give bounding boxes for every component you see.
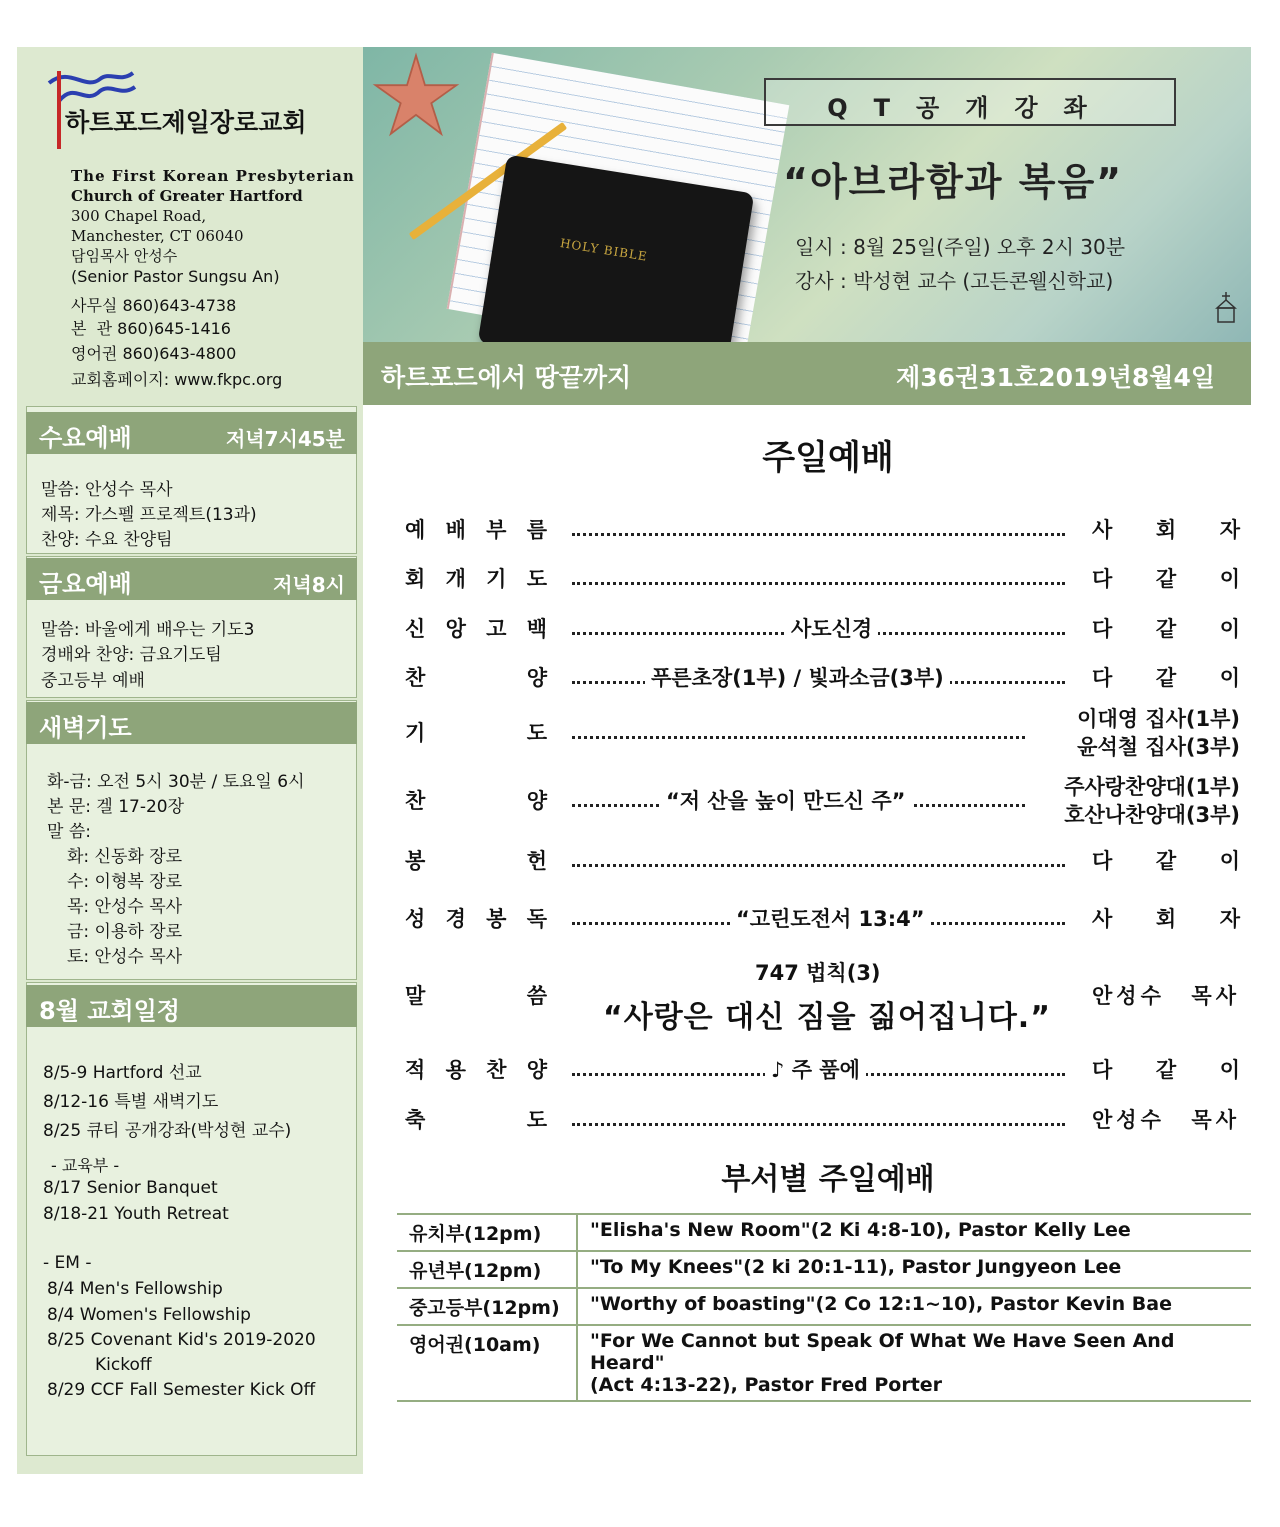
schedule-item: Kickoff [95, 1355, 152, 1375]
sermon-title: “사랑은 대신 짐을 짊어집니다.” [603, 1000, 1051, 1035]
department-sermon: "For We Cannot but Speak Of What We Have Seen And Heard" (Act 4:13-22), Pastor Fred Porter [577, 1325, 1251, 1401]
worship-order-label: 성 경 봉 독 [405, 907, 547, 931]
worship-order-label: 축 도 [405, 1108, 547, 1132]
worship-order-leader: 호산나찬양대(3부) [1064, 803, 1240, 827]
wednesday-time: 저녁7시45분 [225, 427, 345, 451]
department-worship-title: 부서별 주일예배 [721, 1162, 935, 1197]
department-sermon: "Worthy of boasting"(2 Co 12:1~10), Pastor Kevin Bae [577, 1288, 1251, 1325]
wednesday-line: 찬양: 수요 찬양팀 [41, 530, 173, 550]
schedule-item: 8/4 Men's Fellowship [47, 1279, 223, 1299]
worship-order-item: 푸른초장(1부) / 빛과소금(3부) [645, 662, 950, 692]
qt-title: QT공개강좌 [827, 94, 1113, 122]
worship-order-leader: 안성수 목사 [1092, 984, 1240, 1008]
table-row [397, 1214, 1251, 1251]
worship-order-row [405, 514, 1240, 546]
schedule-item: 8/5-9 Hartford 선교 [43, 1063, 202, 1083]
friday-line: 중고등부 예배 [41, 671, 145, 691]
worship-order-label: 적 용 찬 양 [405, 1058, 547, 1082]
department-name: 유년부(12pm) [397, 1251, 577, 1288]
worship-order-label: 회 개 기 도 [405, 567, 547, 591]
wednesday-line: 제목: 가스펠 프로젝트(13과) [41, 505, 257, 525]
worship-order-item: “고린도전서 13:4” [730, 903, 931, 933]
dawn-line: 토: 안성수 목사 [67, 947, 183, 967]
dawn-line: 본 문: 겔 17-20장 [47, 797, 185, 817]
dawn-line: 화-금: 오전 5시 30분 / 토요일 6시 [47, 772, 305, 792]
schedule-section: - 교육부 - [51, 1156, 120, 1175]
friday-header [26, 558, 357, 600]
dawn-title: 새벽기도 [39, 714, 132, 742]
office-phone: 사무실 860)643-4738 [71, 296, 237, 315]
leader-dots [572, 864, 1065, 867]
friday-line: 말씀: 바울에게 배우는 기도3 [41, 620, 255, 640]
worship-order-leader: 다 같 이 [1092, 849, 1240, 873]
issue-number: 제36권31호2019년8월4일 [896, 363, 1215, 392]
pastor-en: (Senior Pastor Sungsu An) [71, 267, 280, 286]
lecture-date: 일시 : 8월 25일(주일) 오후 2시 30분 [795, 235, 1126, 259]
friday-title: 금요예배 [39, 570, 132, 598]
worship-order-leader: 사 회 자 [1092, 907, 1240, 931]
worship-order-leader: 다 같 이 [1092, 567, 1240, 591]
worship-order-leader: 안성수 목사 [1092, 1108, 1240, 1132]
worship-order-row [405, 845, 1240, 877]
header-bar [363, 342, 1251, 405]
bible-cover-text: HOLY BIBLE [559, 236, 649, 264]
dawn-line: 금: 이용하 장로 [67, 922, 183, 942]
worship-order-label: 예 배 부 름 [405, 518, 547, 542]
worship-order-label: 말 씀 [405, 984, 547, 1008]
schedule-item: 8/4 Women's Fellowship [47, 1305, 251, 1325]
worship-order-leader: 다 같 이 [1092, 617, 1240, 641]
pastor-kr: 담임목사 안성수 [71, 247, 178, 265]
worship-order-item: “저 산을 높이 만드신 주” [660, 785, 911, 815]
schedule-title: 8월 교회일정 [39, 997, 180, 1025]
worship-order-label: 찬 양 [405, 789, 547, 813]
worship-order-item: 사도신경 [785, 613, 878, 643]
qt-title-box [764, 78, 1176, 126]
table-row [397, 1251, 1251, 1288]
english-ministry-phone: 영어권 860)643-4800 [71, 344, 237, 363]
schedule-item: 8/12-16 특별 새벽기도 [43, 1092, 219, 1112]
lecture-title: “아브라함과 복음” [783, 160, 1124, 204]
department-sermon: "Elisha's New Room"(2 Ki 4:8-10), Pastor Kelly Lee [577, 1214, 1251, 1251]
schedule-header [26, 985, 357, 1027]
department-name: 영어권(10am) [397, 1325, 577, 1401]
lecture-speaker: 강사 : 박성현 교수 (고든콘웰신학교) [795, 269, 1114, 293]
church-name-en-2: Church of Greater Hartford [71, 187, 303, 205]
leader-dots [572, 533, 1065, 536]
department-table [397, 1213, 1251, 1402]
worship-order-item: ♪ 주 품에 [765, 1054, 866, 1084]
qt-lecture-banner [363, 47, 1251, 342]
church-icon [1215, 292, 1237, 324]
homepage-link[interactable]: 교회홈페이지: www.fkpc.org [71, 370, 283, 389]
worship-order-leader: 이대영 집사(1부) [1077, 707, 1240, 731]
sermon-hymn: 747 법칙(3) [755, 961, 881, 985]
leader-dots [572, 1123, 1065, 1126]
department-name: 중고등부(12pm) [397, 1288, 577, 1325]
worship-order-row [405, 903, 1240, 935]
worship-order-label: 봉 헌 [405, 849, 547, 873]
table-row [397, 1325, 1251, 1401]
schedule-item: 8/25 큐티 공개강좌(박성현 교수) [43, 1121, 292, 1141]
worship-order-leader: 다 같 이 [1092, 666, 1240, 690]
wednesday-line: 말씀: 안성수 목사 [41, 480, 173, 500]
department-sermon: "To My Knees"(2 ki 20:1-11), Pastor Jungyeon Lee [577, 1251, 1251, 1288]
worship-order-row [405, 613, 1240, 645]
dawn-line: 수: 이형복 장로 [67, 872, 183, 892]
sidebar [17, 47, 363, 1474]
worship-order-leader: 윤석철 집사(3부) [1077, 735, 1240, 759]
worship-order-row [405, 705, 1240, 761]
wednesday-title: 수요예배 [39, 424, 132, 452]
worship-order-leader: 사 회 자 [1092, 518, 1240, 542]
schedule-section: - EM - [43, 1253, 92, 1273]
main-phone: 본 관 860)645-1416 [71, 319, 231, 338]
church-name-en-1: The First Korean Presbyterian [71, 167, 355, 185]
address-line-2: Manchester, CT 06040 [71, 227, 244, 245]
friday-line: 경배와 찬양: 금요기도팀 [41, 645, 222, 665]
friday-time: 저녁8시 [273, 573, 345, 597]
worship-order-label: 기 도 [405, 721, 547, 745]
dawn-line: 말 씀: [47, 822, 91, 842]
schedule-item: 8/17 Senior Banquet [43, 1178, 218, 1198]
worship-order-row [405, 773, 1240, 829]
schedule-item: 8/18-21 Youth Retreat [43, 1204, 229, 1224]
schedule-item: 8/29 CCF Fall Semester Kick Off [47, 1380, 316, 1400]
table-row [397, 1288, 1251, 1325]
church-info [17, 47, 363, 402]
dawn-line: 화: 신동화 장로 [67, 847, 183, 867]
worship-order-row [405, 563, 1240, 595]
dawn-header [26, 702, 357, 744]
worship-order-label: 찬 양 [405, 666, 547, 690]
address-line-1: 300 Chapel Road, [71, 207, 207, 225]
church-name: 하트포드제일장로교회 [65, 108, 307, 137]
worship-order-row [405, 1054, 1240, 1086]
dawn-line: 목: 안성수 목사 [67, 897, 183, 917]
worship-order-leader: 주사랑찬양대(1부) [1064, 775, 1240, 799]
church-motto: 하트포드에서 땅끝까지 [381, 363, 632, 392]
leader-dots [572, 736, 1025, 739]
worship-order-label: 신 앙 고 백 [405, 617, 547, 641]
worship-title: 주일예배 [762, 438, 894, 478]
starfish-icon [371, 51, 461, 141]
worship-order-row [405, 1104, 1240, 1136]
department-name: 유치부(12pm) [397, 1214, 577, 1251]
worship-order-row [405, 662, 1240, 694]
leader-dots [572, 582, 1065, 585]
worship-order-leader: 다 같 이 [1092, 1058, 1240, 1082]
wednesday-header [26, 412, 357, 454]
schedule-item: 8/25 Covenant Kid's 2019-2020 [47, 1330, 316, 1350]
